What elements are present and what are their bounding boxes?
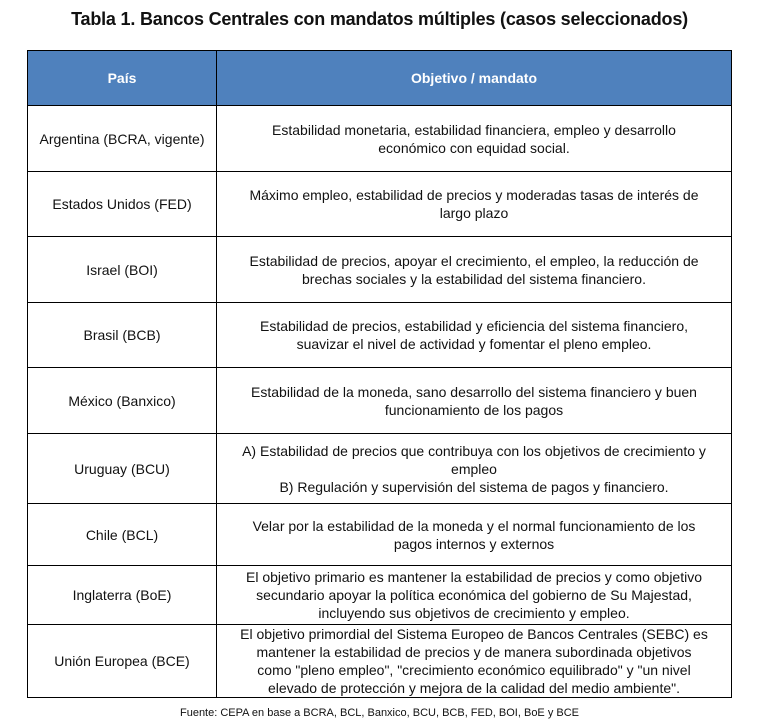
country-cell: Uruguay (BCU) bbox=[28, 434, 217, 504]
mandate-line: económico con equidad social. bbox=[378, 139, 570, 156]
mandate-cell bbox=[217, 303, 732, 368]
table-row bbox=[28, 368, 732, 434]
mandate-cell bbox=[217, 368, 732, 434]
mandate-line: Velar por la estabilidad de la moneda y el normal funcionamiento de los bbox=[252, 517, 696, 534]
country-cell: Brasil (BCB) bbox=[28, 303, 217, 368]
mandate-line: incluyendo sus objetivos de crecimiento y empleo. bbox=[318, 605, 630, 621]
table-row bbox=[28, 172, 732, 237]
header-country: País bbox=[28, 51, 217, 106]
mandate-cell bbox=[217, 237, 732, 303]
country-cell: Unión Europea (BCE) bbox=[28, 625, 217, 698]
table-row bbox=[28, 504, 732, 566]
mandate-line: Máximo empleo, estabilidad de precios y moderadas tasas de interés de bbox=[249, 187, 699, 203]
mandate-line: funcionamiento de los pagos bbox=[384, 401, 564, 418]
country-cell: Inglaterra (BoE) bbox=[28, 566, 217, 625]
mandate-line: como "pleno empleo", "crecimiento económico equilibrado" y "un nivel bbox=[257, 662, 691, 678]
table-row bbox=[28, 566, 732, 625]
mandate-line: elevado de protección y mejora de la calidad del medio ambiente". bbox=[268, 680, 680, 696]
mandate-cell bbox=[217, 625, 732, 698]
table-row bbox=[28, 303, 732, 368]
mandate-line: empleo bbox=[451, 460, 497, 477]
mandate-cell bbox=[217, 106, 732, 172]
mandate-cell bbox=[217, 172, 732, 237]
mandate-line: B) Regulación y supervisión del sistema de pagos y financiero. bbox=[279, 478, 669, 495]
mandate-line: mantener la estabilidad de precios y de manera subordinada objetivos bbox=[256, 644, 692, 660]
mandate-line: brechas sociales y la estabilidad del sistema financiero. bbox=[302, 270, 646, 287]
table-row bbox=[28, 106, 732, 172]
mandate-line: suavizar el nivel de actividad y fomentar el pleno empleo. bbox=[296, 336, 652, 352]
mandates-table bbox=[27, 50, 732, 698]
mandate-cell bbox=[217, 434, 732, 504]
country-cell: Estados Unidos (FED) bbox=[28, 172, 217, 237]
mandate-line: El objetivo primordial del Sistema Europeo de Bancos Centrales (SEBC) es bbox=[240, 626, 708, 642]
mandate-line: secundario apoyar la política económica del gobierno de Su Majestad, bbox=[256, 587, 692, 603]
table-header-row bbox=[28, 51, 732, 106]
country-cell: Israel (BOI) bbox=[28, 237, 217, 303]
mandate-line: Estabilidad monetaria, estabilidad financiera, empleo y desarrollo bbox=[272, 121, 676, 138]
mandate-line: Estabilidad de la moneda, sano desarrollo del sistema financiero y buen bbox=[251, 383, 697, 400]
header-mandate: Objetivo / mandato bbox=[217, 51, 732, 106]
country-cell: Chile (BCL) bbox=[28, 504, 217, 566]
table-title: Tabla 1. Bancos Centrales con mandatos múltiples (casos seleccionados) bbox=[71, 9, 688, 29]
table-row bbox=[28, 237, 732, 303]
country-cell: Argentina (BCRA, vigente) bbox=[28, 106, 217, 172]
source-note: Fuente: CEPA en base a BCRA, BCL, Banxico, BCU, BCB, FED, BOI, BoE y BCE bbox=[179, 707, 579, 719]
mandate-line: A) Estabilidad de precios que contribuya con los objetivos de crecimiento y bbox=[242, 442, 706, 459]
mandate-line: pagos internos y externos bbox=[393, 535, 555, 552]
mandate-line: Estabilidad de precios, estabilidad y eficiencia del sistema financiero, bbox=[259, 318, 688, 334]
mandate-line: El objetivo primario es mantener la estabilidad de precios y como objetivo bbox=[245, 569, 702, 585]
mandate-cell bbox=[217, 504, 732, 566]
mandate-cell bbox=[217, 566, 732, 625]
country-cell: México (Banxico) bbox=[28, 368, 217, 434]
mandate-line: Estabilidad de precios, apoyar el crecimiento, el empleo, la reducción de bbox=[249, 252, 699, 269]
mandate-line: largo plazo bbox=[439, 205, 509, 221]
table-row bbox=[28, 434, 732, 504]
table-row bbox=[28, 625, 732, 698]
